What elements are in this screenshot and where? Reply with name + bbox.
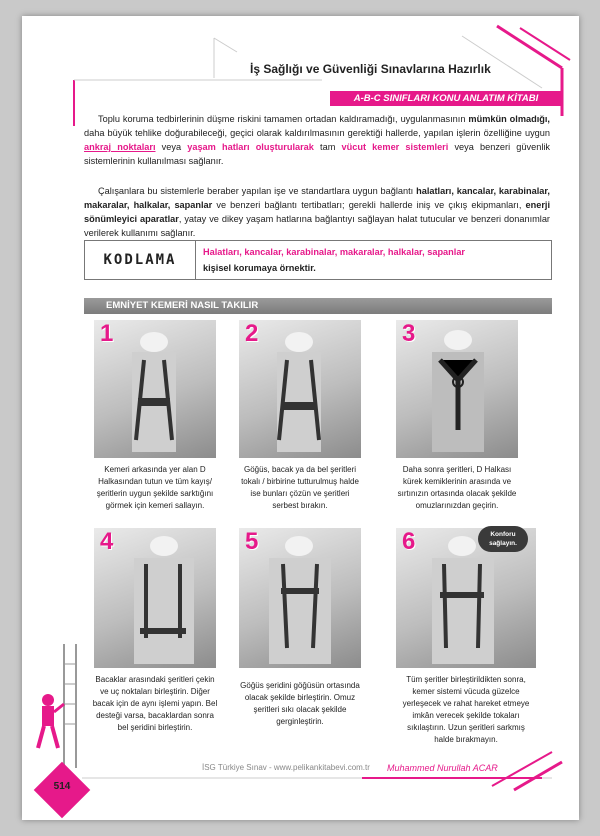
step-6-caption: Tüm şeritler birleştirildikten sonra, kemer sistemi vücuda güzelce yerleşecek ve rahat hareket etmeye imkân verecek şekilde tokaları sıkılaştırın. Uzun şeritleri sarkmış halde bırakmayın. xyxy=(402,675,530,744)
step-1-photo xyxy=(94,320,216,458)
kodlama-label: KODLAMA xyxy=(85,241,196,279)
kodlama-line-2: kişisel korumaya örnektir. xyxy=(203,263,316,273)
header-subtitle: A-B-C SINIFLARI KONU ANLATIM KİTABI xyxy=(330,91,562,106)
paragraph-2: Çalışanlara bu sistemlerle beraber yapılan işe ve standartlara uygun bağlantı halatları, kancalar, karabinalar, makaralar, halkalar, sapanlar ve benzeri bağlantı tertibatları; gerekli hallerde iniş ve çıkış ekipmanları, enerji sönümleyici aparatlar, yatay ve dikey yaşam hatlarına bağlantıyı sağlayan halat tutucular ve benzeri donanımlar verilerek kullanımı sağlanır. xyxy=(84,186,551,238)
book-page xyxy=(22,16,579,820)
section-title-bar: EMNİYET KEMERİ NASIL TAKILIR xyxy=(84,298,552,314)
kodlama-box xyxy=(84,240,552,280)
header-title: İş Sağlığı ve Güvenliği Sınavlarına Hazırlık xyxy=(250,62,491,76)
step-3-number: 3 xyxy=(402,320,416,347)
step-5-number: 5 xyxy=(245,528,259,555)
step-6-number: 6 xyxy=(402,528,416,555)
step-5-caption: Göğüs şeridini göğüsün ortasında olacak şekilde birleştirin. Omuz şeritleri sıkı olacak şekilde gerginleştirin. xyxy=(240,681,360,726)
step-5-photo xyxy=(239,528,361,668)
step-4-caption: Bacaklar arasındaki şeritleri çekin ve uç noktaları birleştirin. Diğer bacak için de aynı işlemi yapın. Bel desteği varsa, bacaklardan sonra bel şeridini birleştirin. xyxy=(92,675,218,732)
footer-site: İSG Türkiye Sınav - www.pelikankitabevi.com.tr xyxy=(202,763,370,772)
step-1-caption: Kemeri arkasında yer alan D Halkasından tutun ve tüm kayış/şeritlerin uygun şekilde sarktığını görmek için kemeri sallayın. xyxy=(96,465,214,510)
step-1-number: 1 xyxy=(100,320,114,347)
step-3-photo xyxy=(396,320,518,458)
step-4-number: 4 xyxy=(100,528,114,555)
footer-author: Muhammed Nurullah ACAR xyxy=(387,763,498,773)
paragraph-1: Toplu koruma tedbirlerinin düşme riskini tamamen ortadan kaldıramadığı, uygulanmasının mümkün olmadığı, daha büyük tehlike doğurabileceği, geçici olarak kaldırılmasının gerektiği hallerde, yapılan işlerin özelliğine uygun ankraj noktaları veya yaşam hatları oluşturularak tam vücut kemer sistemleri veya benzeri güvenlik sistemlerinin kullanılması sağlanır. xyxy=(84,114,551,166)
step-2-number: 2 xyxy=(245,320,259,347)
step-4-photo xyxy=(94,528,216,668)
step-2-photo xyxy=(239,320,361,458)
step-3-caption: Daha sonra şeritleri, D Halkası kürek kemiklerinin arasında ve sırtınızın ortasında olacak şekilde omuzlarınızdan geçirin. xyxy=(397,465,517,510)
kodlama-line-1: Halatları, kancalar, karabinalar, makaralar, halkalar, sapanlar xyxy=(203,247,466,257)
comfort-bubble: Konforu sağlayın. xyxy=(478,526,528,552)
page-number: 514 xyxy=(53,781,71,792)
step-2-caption: Göğüs, bacak ya da bel şeritleri tokalı / birbirine tutturulmuş halde ise bunları çözün ve şeritleri serbest bırakın. xyxy=(241,465,359,510)
footer-decoration xyxy=(22,736,579,820)
